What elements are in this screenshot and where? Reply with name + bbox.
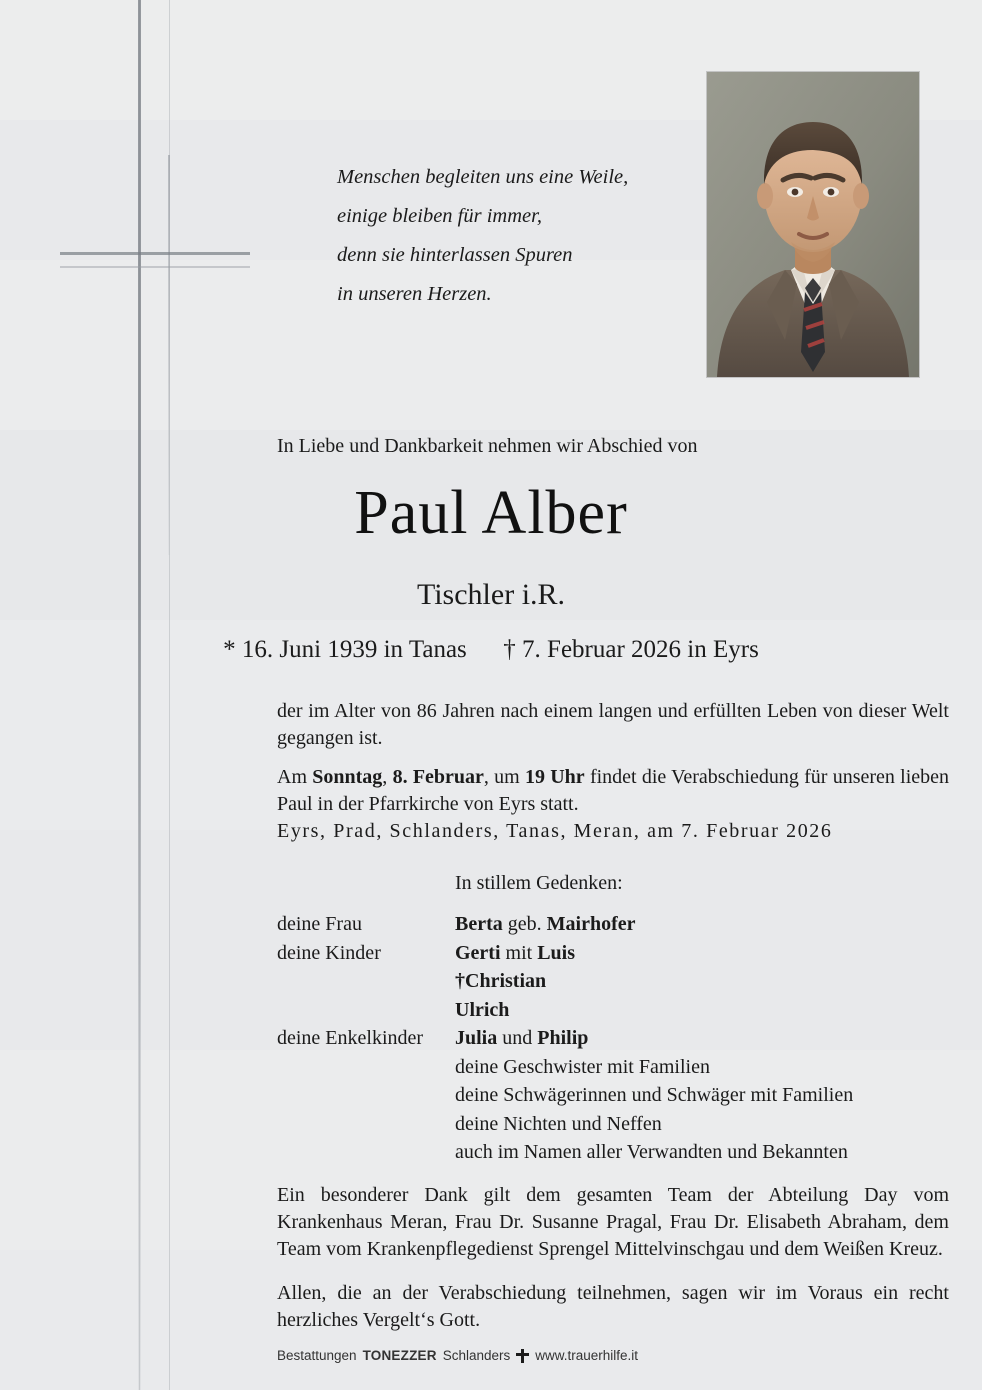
family-names xyxy=(455,996,949,1025)
family-relation-label xyxy=(277,1053,455,1082)
farewell-post: findet die Verabschiedung für unseren lieben Paul in der Pfarrkirche von Eyrs statt. xyxy=(277,766,950,815)
family-text: deine Schwägerinnen und Schwäger mit Familien xyxy=(455,1084,854,1106)
family-names xyxy=(455,967,949,996)
family-row xyxy=(277,939,949,968)
family-name: †Christian xyxy=(455,970,547,992)
family-list xyxy=(277,910,949,1167)
poem-line-4: in unseren Herzen. xyxy=(337,283,492,305)
family-text: geb. xyxy=(502,913,547,935)
family-names xyxy=(455,1024,949,1053)
family-relation-label: deine Enkelkinder xyxy=(277,1027,424,1049)
family-text: deine Geschwister mit Familien xyxy=(455,1055,710,1078)
family-relation-label xyxy=(277,1138,455,1167)
announcement-text xyxy=(277,698,949,818)
family-name: Berta xyxy=(455,913,503,935)
deceased-name: Paul Alber xyxy=(354,479,628,547)
footer-location: Schlanders xyxy=(442,1348,511,1363)
family-relation-label: deine Kinder xyxy=(277,941,381,964)
family-relation-label xyxy=(277,967,455,996)
family-names xyxy=(455,1138,949,1167)
family-names xyxy=(455,1110,949,1139)
birth-date: * 16. Juni 1939 in Tanas xyxy=(223,636,467,663)
family-relation-label xyxy=(277,1081,455,1110)
family-name: Mairhofer xyxy=(546,913,636,935)
family-row xyxy=(277,967,949,996)
poem-block xyxy=(337,158,697,314)
family-relation-label: deine Frau xyxy=(277,913,362,935)
thanks-paragraph-1: Ein besonderer Dank gilt dem gesamten Team der Abteilung Day vom Krankenhaus Meran, Frau Dr. Susanne Pragal, Frau Dr. Elisabeth Abraham, dem Team vom Krankenpflegedienst Sprengel Mittelvinschgau und dem Weißen Kreuz. xyxy=(277,1184,949,1260)
death-date: † 7. Februar 2026 in Eyrs xyxy=(503,636,759,663)
footer xyxy=(277,1348,638,1363)
family-names xyxy=(455,910,949,939)
thanks-paragraph-2: Allen, die an der Verabschiedung teilnehmen, sagen wir im Voraus ein recht herzliches Vergelt‘s Gott. xyxy=(277,1282,949,1331)
family-name: Ulrich xyxy=(455,998,510,1021)
family-row xyxy=(277,1053,949,1082)
family-row xyxy=(277,1110,949,1139)
family-row xyxy=(277,1138,949,1167)
family-row xyxy=(277,1081,949,1110)
memorial-title: In stillem Gedenken: xyxy=(455,872,623,894)
intro-text: In Liebe und Dankbarkeit nehmen wir Abschied von xyxy=(277,435,698,457)
poem-line-1: Menschen begleiten uns eine Weile, xyxy=(337,166,629,188)
family-name: Luis xyxy=(537,941,576,964)
family-relation-label xyxy=(277,1110,455,1139)
family-name: Gerti xyxy=(455,941,501,964)
farewell-mid-1: , xyxy=(382,766,393,788)
cross-icon xyxy=(516,1349,529,1363)
announcement-paragraph-1: der im Alter von 86 Jahren nach einem langen und erfüllten Leben von dieser Welt gegangen ist. xyxy=(277,700,949,749)
poem-line-2: einige bleiben für immer, xyxy=(337,205,542,227)
family-row xyxy=(277,996,949,1025)
family-row xyxy=(277,1024,949,1053)
footer-website[interactable]: www.trauerhilfe.it xyxy=(535,1348,639,1363)
family-text: auch im Namen aller Verwandten und Bekannten xyxy=(455,1141,848,1163)
farewell-pre: Am xyxy=(277,766,313,788)
life-dates xyxy=(0,636,982,664)
family-text: und xyxy=(497,1027,538,1049)
footer-prefix: Bestattungen xyxy=(277,1348,357,1363)
farewell-day: Sonntag xyxy=(312,766,383,788)
family-name: Philip xyxy=(537,1027,589,1049)
poem-line-3: denn sie hinterlassen Spuren xyxy=(337,244,573,266)
family-text: mit xyxy=(500,941,538,964)
farewell-time: 19 Uhr xyxy=(524,766,585,788)
family-names xyxy=(455,939,949,968)
family-row xyxy=(277,910,949,939)
farewell-mid-2: , um xyxy=(483,766,525,788)
thanks-text xyxy=(277,1182,949,1334)
family-names xyxy=(455,1053,949,1082)
family-text: deine Nichten und Neffen xyxy=(455,1112,662,1135)
portrait-photo xyxy=(707,72,919,377)
announcement-paragraph-2 xyxy=(277,764,949,818)
deceased-profession: Tischler i.R. xyxy=(416,578,566,611)
family-relation-label xyxy=(277,996,455,1025)
places-line: Eyrs, Prad, Schlanders, Tanas, Meran, am 7. Februar 2026 xyxy=(277,820,833,842)
footer-brand: TONEZZER xyxy=(362,1348,437,1363)
farewell-date: 8. Februar xyxy=(392,766,484,788)
family-name: Julia xyxy=(455,1027,498,1049)
family-names xyxy=(455,1081,949,1110)
